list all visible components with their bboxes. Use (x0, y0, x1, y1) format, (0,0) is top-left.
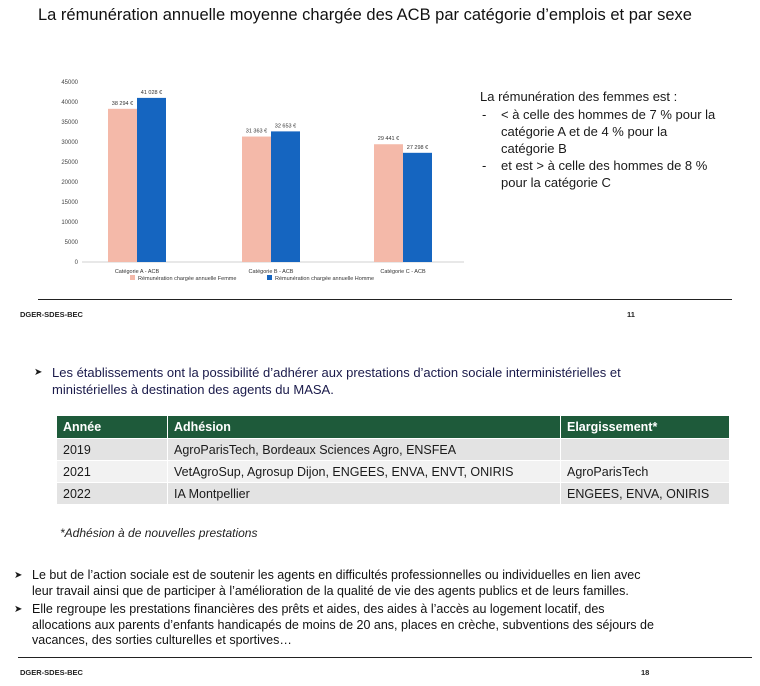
bar (374, 144, 403, 262)
y-tick-label: 15000 (61, 200, 78, 206)
table-cell: ENGEES, ENVA, ONIRIS (561, 483, 730, 505)
body-bullet (14, 568, 746, 599)
intro-line: Les établissements ont la possibilité d’adhérer aux prestations d’action sociale interministérielles et (52, 365, 621, 380)
header-adhesion: Adhésion (168, 416, 561, 439)
table-cell: VetAgroSup, Agrosup Dijon, ENGEES, ENVA, ENVT, ONIRIS (168, 461, 561, 483)
note-item (480, 106, 755, 157)
y-tick-label: 45000 (61, 80, 78, 86)
note-line: catégorie B (501, 141, 567, 156)
bar-value-label: 31 363 € (245, 128, 268, 135)
category-label: Catégorie C - ACB (380, 269, 426, 275)
category-label: Catégorie A - ACB (114, 269, 160, 275)
arrow-bullet-icon: ➤ (14, 570, 23, 581)
bars (108, 98, 432, 262)
bar (403, 153, 432, 262)
legend-label: Rémunération chargée annuelle Femme (138, 276, 237, 282)
slide1-footer-rule (38, 299, 732, 300)
bar-value-label: 38 294 € (111, 100, 134, 107)
body-line: vacances, des sorties culturelles et sportives… (32, 633, 292, 647)
category-labels (115, 269, 426, 275)
chart-legend (130, 275, 374, 282)
table-cell: AgroParisTech (561, 461, 730, 483)
table-cell (561, 439, 730, 461)
note-line: < à celle des hommes de 7 % pour la (501, 107, 716, 122)
intro-paragraph (34, 364, 734, 398)
header-annee: Année (57, 416, 168, 439)
note-heading: La rémunération des femmes est : (480, 89, 678, 104)
intro-line: ministérielles à destination des agents du MASA. (52, 382, 334, 397)
legend-swatch (130, 275, 135, 280)
table-row (57, 439, 730, 461)
table-row (57, 461, 730, 483)
table-footnote: *Adhésion à de nouvelles prestations (60, 526, 258, 540)
legend-swatch (267, 275, 272, 280)
table-header-row (57, 416, 730, 439)
slide1-footer-label: DGER-SDES-BEC (20, 310, 83, 319)
y-tick-label: 30000 (61, 140, 78, 146)
body-line: leur travail ainsi que de participer à l’amélioration de la qualité de vie des agents publics et de leurs familles. (32, 583, 629, 598)
body-line: Elle regroupe les prestations financières des prêts et aides, des aides à l’accès au logement locatif, des (32, 602, 605, 616)
bar-value-label: 29 441 € (377, 136, 400, 143)
remuneration-note (480, 88, 755, 191)
intro-bullet (34, 364, 734, 398)
table-cell: IA Montpellier (168, 483, 561, 505)
slide2-footer-label: DGER-SDES-BEC (20, 668, 83, 677)
note-line: pour la catégorie C (501, 175, 611, 190)
adhesion-table (56, 415, 730, 505)
arrow-bullet-icon: ➤ (34, 367, 43, 378)
note-line: et est > à celle des hommes de 8 % (501, 158, 708, 173)
bar-value-label: 27 298 € (406, 144, 429, 151)
note-line: catégorie A et de 4 % pour la (501, 124, 668, 139)
table-cell: 2021 (57, 461, 168, 483)
bar-chart (52, 72, 472, 290)
bar (137, 98, 166, 262)
slide2-page-number: 18 (641, 668, 650, 677)
header-elargissement: Elargissement* (561, 416, 730, 439)
table-cell: 2022 (57, 483, 168, 505)
note-item (480, 157, 755, 191)
bar-value-label: 41 028 € (140, 89, 163, 96)
y-tick-label: 10000 (61, 220, 78, 226)
y-tick-label: 40000 (61, 100, 78, 106)
body-line: allocations aux parents d’enfants handicapés de moins de 20 ans, places en crèche, subventions des séjours de (32, 617, 654, 632)
category-label: Catégorie B - ACB (248, 269, 294, 275)
slide-title: La rémunération annuelle moyenne chargée des ACB par catégorie d’emplois et par sexe (38, 6, 692, 24)
table-row (57, 483, 730, 505)
arrow-bullet-icon: ➤ (14, 604, 23, 615)
table-cell: AgroParisTech, Bordeaux Sciences Agro, ENSFEA (168, 439, 561, 461)
y-tick-label: 20000 (61, 180, 78, 186)
note-dash: - (482, 107, 487, 122)
body-bullets (14, 568, 746, 652)
y-tick-label: 25000 (61, 160, 78, 166)
slide2-footer-rule (18, 657, 752, 658)
body-bullet (14, 602, 746, 649)
bar-value-label: 32 653 € (274, 123, 297, 130)
bar (108, 109, 137, 262)
y-axis-labels (61, 80, 78, 266)
y-tick-label: 35000 (61, 120, 78, 126)
legend-label: Rémunération chargée annuelle Homme (275, 276, 375, 282)
bar (271, 131, 300, 262)
bar (242, 137, 271, 262)
y-tick-label: 0 (74, 260, 78, 266)
table-cell: 2019 (57, 439, 168, 461)
y-tick-label: 5000 (64, 240, 78, 246)
body-line: Le but de l’action sociale est de soutenir les agents en difficultés professionnelles ou individuelles en lien avec (32, 568, 641, 582)
note-dash: - (482, 158, 487, 173)
slide1-page-number: 11 (627, 310, 635, 319)
